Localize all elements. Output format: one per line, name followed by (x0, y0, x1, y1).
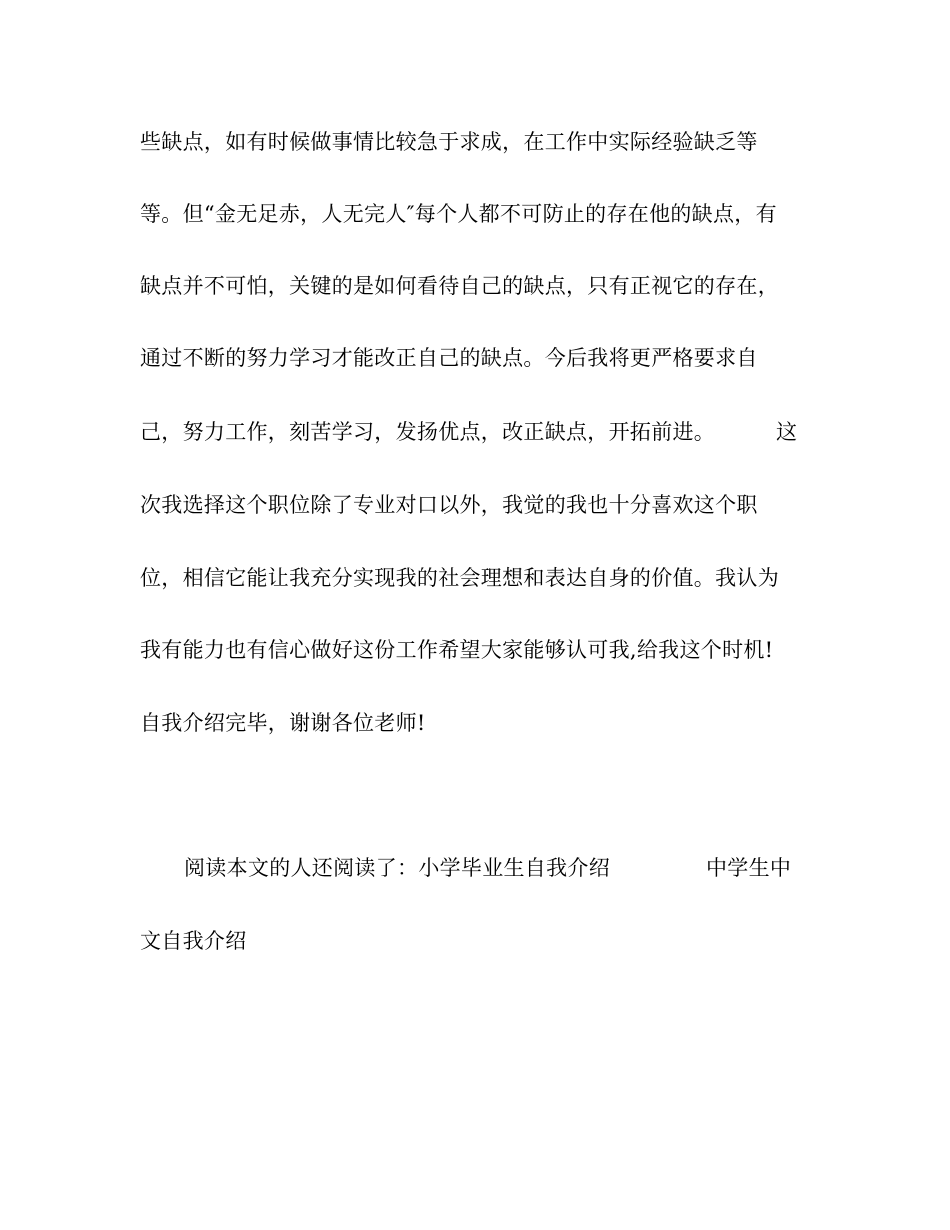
paragraph-line-3: 缺点并不可怕，关键的是如何看待自己的缺点，只有正视它的存在， (140, 274, 779, 298)
related-link-chinese-intro-part1[interactable]: 中学生中 (706, 856, 792, 880)
paragraph-line-8: 我有能力也有信心做好这份工作希望大家能够认可我,给我这个时机! (140, 638, 774, 662)
paragraph-line-6: 次我选择这个职位除了专业对口以外，我觉的我也十分喜欢这个职 (140, 493, 758, 517)
paragraph-line-5 (140, 418, 820, 446)
paragraph-line-9: 自我介绍完毕，谢谢各位老师! (140, 711, 426, 735)
related-reading-intro: 阅读本文的人还阅读了： (184, 856, 419, 880)
related-reading-line (184, 854, 624, 882)
related-link-chinese-intro-part2[interactable]: 文自我介绍 (140, 929, 247, 953)
paragraph-line-5-text: 己，努力工作，刻苦学习，发扬优点，改正缺点，开拓前进。 (140, 420, 716, 444)
paragraph-line-4: 通过不断的努力学习才能改正自己的缺点。今后我将更严格要求自 (140, 346, 758, 370)
paragraph-line-1: 些缺点，如有时候做事情比较急于求成，在工作中实际经验缺乏等 (140, 130, 758, 154)
paragraph-line-2: 等。但“金无足赤，人无完人″每个人都不可防止的存在他的缺点，有 (140, 202, 777, 226)
paragraph-line-5-tail: 这 (776, 420, 798, 444)
related-link-primary-graduate[interactable]: 小学毕业生自我介绍 (418, 856, 611, 880)
paragraph-line-7: 位，相信它能让我充分实现我的社会理想和表达自身的价值。我认为 (140, 566, 779, 590)
